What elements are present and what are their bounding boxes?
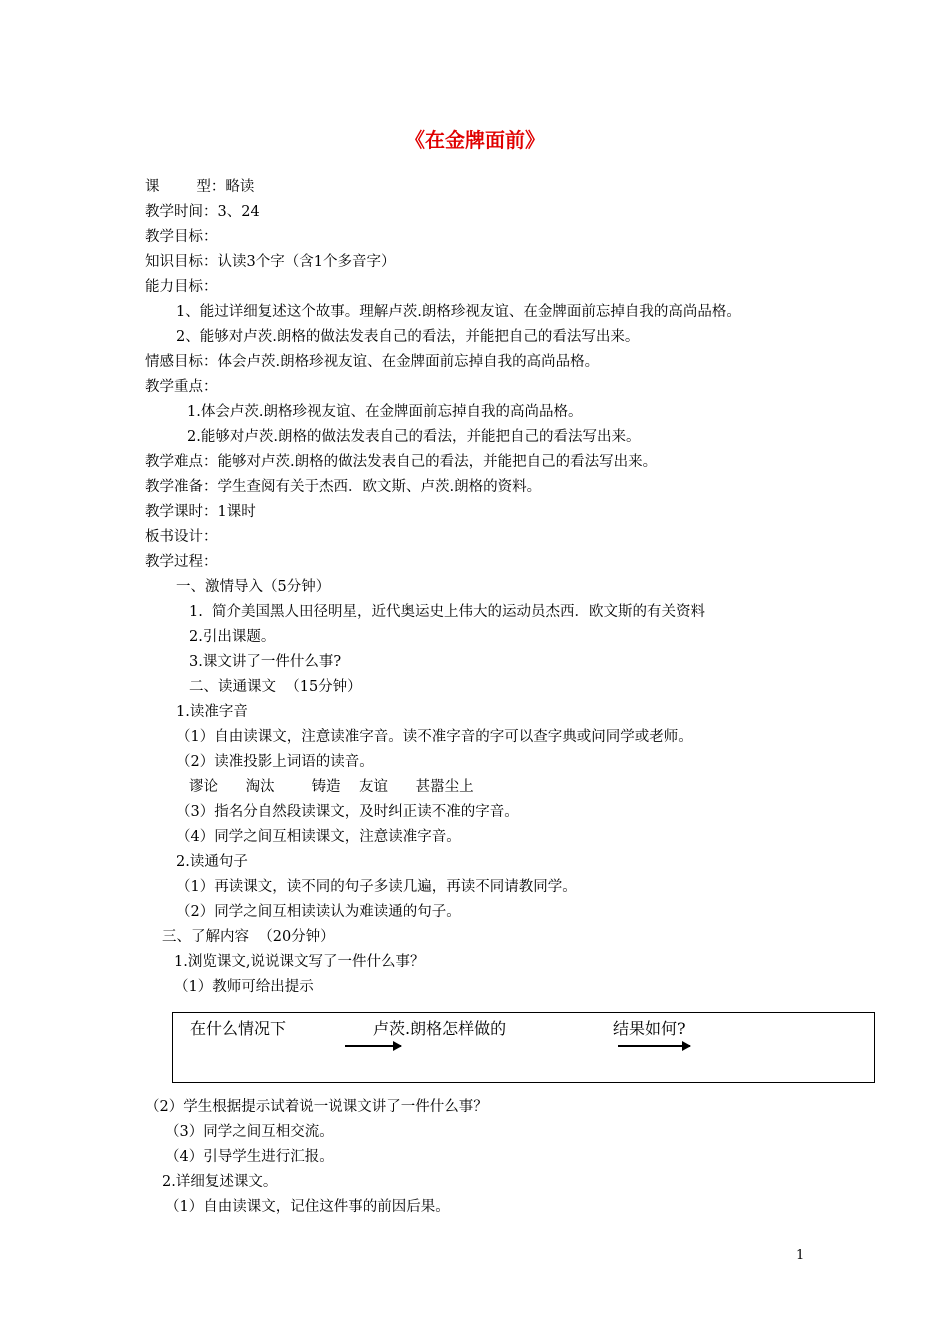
key-point-2: 2.能够对卢茨.朗格的做法发表自己的看法，并能把自己的看法写出来。	[187, 429, 641, 445]
section-3-item-4: （4）引导学生进行汇报。	[165, 1149, 334, 1165]
flow-step-1: 在什么情况下	[190, 1019, 287, 1038]
key-point-1: 1.体会卢茨.朗格珍视友谊、在金牌面前忘掉自我的高尚品格。	[187, 404, 583, 420]
process-head: 教学过程：	[145, 554, 218, 570]
section-1-heading: 一、激情导入（5分钟）	[176, 579, 331, 595]
ability-goal-head: 能力目标：	[145, 279, 218, 295]
flow-step-2: 卢茨.朗格怎样做的	[373, 1019, 507, 1038]
board-design-head: 板书设计：	[145, 529, 218, 545]
section-3-item-1: 1.浏览课文,说说课文写了一件什么事？	[174, 954, 425, 970]
key-points-head: 教学重点：	[145, 379, 218, 395]
subsection-1-item-4: （4）同学之间互相读课文，注意读准字音。	[176, 829, 461, 845]
section-2-heading: 二、读通课文 （15分钟）	[189, 679, 362, 695]
section-3-sub-2-item-1: （1）自由读课文，记住这件事的前因后果。	[165, 1199, 450, 1215]
flow-arrow-2	[618, 1045, 690, 1047]
subsection-1-item-3: （3）指名分自然段读课文，及时纠正读不准的字音。	[176, 804, 519, 820]
flow-step-3: 结果如何?	[613, 1019, 686, 1038]
knowledge-goal: 知识目标：认读3个字（含1个多音字）	[145, 254, 396, 270]
flow-arrow-1	[345, 1045, 401, 1047]
teaching-time: 教学时间：3、24	[145, 204, 260, 220]
section-3-hint: （1）教师可给出提示	[174, 979, 314, 995]
preparation: 教学准备：学生查阅有关于杰西．欧文斯、卢茨.朗格的资料。	[145, 479, 542, 495]
section-1-item-3: 3.课文讲了一件什么事?	[189, 654, 342, 670]
section-3-item-3: （3）同学之间互相交流。	[165, 1124, 334, 1140]
subsection-2-item-1: （1）再读课文，读不同的句子多读几遍，再读不同请教同学。	[176, 879, 577, 895]
subsection-2-item-2: （2）同学之间互相读读认为难读通的句子。	[176, 904, 461, 920]
ability-goal-2: 2、能够对卢茨.朗格的做法发表自己的看法，并能把自己的看法写出来。	[176, 329, 640, 345]
difficulty: 教学难点：能够对卢茨.朗格的做法发表自己的看法，并能把自己的看法写出来。	[145, 454, 658, 470]
lesson-type: 课 型：略读	[145, 179, 255, 195]
section-3-heading: 三、了解内容 （20分钟）	[162, 929, 335, 945]
flow-diagram-box	[172, 1012, 875, 1083]
section-3-item-2: （2）学生根据提示试着说一说课文讲了一件什么事？	[145, 1099, 488, 1115]
emotion-goal: 情感目标：体会卢茨.朗格珍视友谊、在金牌面前忘掉自我的高尚品格。	[145, 354, 600, 370]
ability-goal-1: 1、能过详细复述这个故事。理解卢茨.朗格珍视友谊、在金牌面前忘掉自我的高尚品格。	[176, 304, 741, 320]
subsection-1-item-1: （1）自由读课文，注意读准字音。读不准字音的字可以查字典或问同学或老师。	[176, 729, 693, 745]
section-3-subsection-2: 2.详细复述课文。	[162, 1174, 278, 1190]
section-1-item-2: 2.引出课题。	[189, 629, 276, 645]
subsection-1-item-2: （2）读准投影上词语的读音。	[176, 754, 374, 770]
document-title: 《在金牌面前》	[405, 128, 545, 152]
vocabulary-words: 谬论 淘汰 铸造 友谊 甚嚣尘上	[189, 779, 474, 795]
teaching-goals-head: 教学目标：	[145, 229, 218, 245]
page-number: 1	[796, 1248, 805, 1263]
subsection-2: 2.读通句子	[176, 854, 248, 870]
subsection-1: 1.读准字音	[176, 704, 248, 720]
section-1-item-1: 1. 简介美国黑人田径明星，近代奥运史上伟大的运动员杰西．欧文斯的有关资料	[189, 604, 706, 620]
class-hours: 教学课时：1课时	[145, 504, 256, 520]
